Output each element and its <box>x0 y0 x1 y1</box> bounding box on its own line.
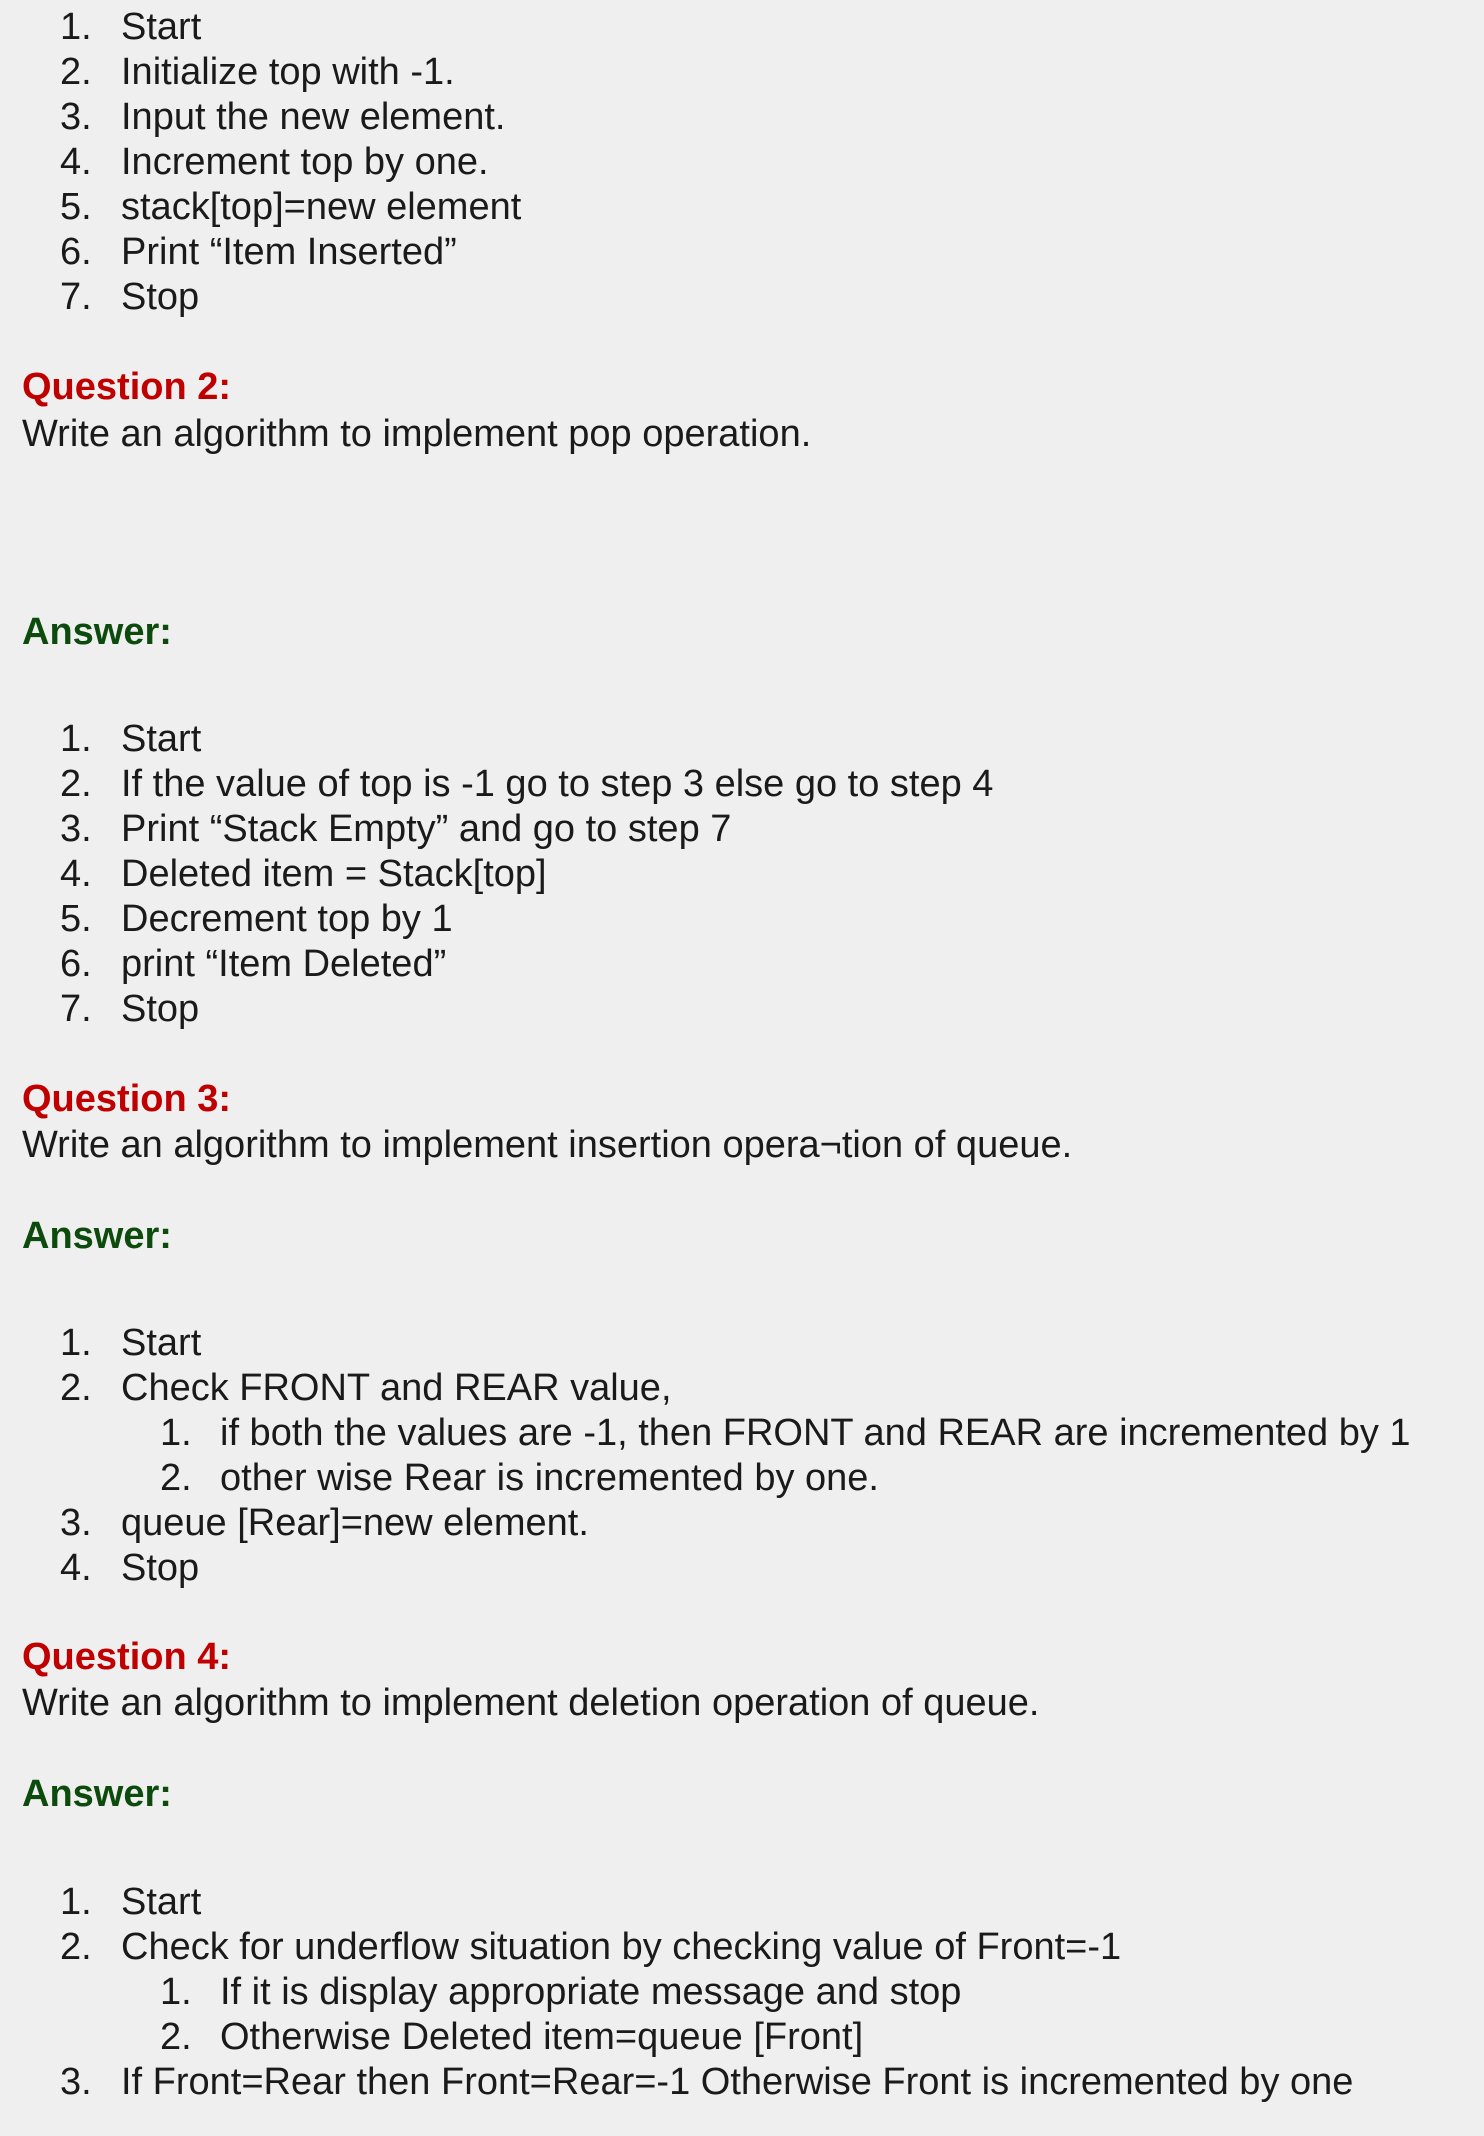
question-4-answer-label: Answer: <box>22 1773 172 1815</box>
list-item: 6. print “Item Deleted” <box>60 943 447 985</box>
document-page <box>22 0 1484 2136</box>
list-item: 2. Check for underflow situation by checking value of Front=-1 <box>60 1926 1122 1968</box>
list-item: 1. Start <box>60 718 202 760</box>
list-item: 4. Stop <box>60 1547 200 1589</box>
list-subitem: 1. If it is display appropriate message and stop <box>160 1971 962 2013</box>
question-3-heading: Question 3: <box>22 1078 232 1120</box>
list-item: 3. queue [Rear]=new element. <box>60 1502 589 1544</box>
queue-deletion-list <box>22 1880 1484 2105</box>
question-3-answer-label: Answer: <box>22 1215 172 1257</box>
list-item: 2. If the value of top is -1 go to step 3 else go to step 4 <box>60 763 994 805</box>
list-item: 7. Stop <box>60 988 200 1030</box>
push-algorithm-list <box>22 5 1484 320</box>
question-2-prompt: Write an algorithm to implement pop operation. <box>22 413 812 455</box>
queue-insertion-list <box>22 1321 1484 1591</box>
list-item: 2. Check FRONT and REAR value, <box>60 1367 672 1409</box>
list-item: 2. Initialize top with -1. <box>60 51 455 93</box>
question-2-answer-label: Answer: <box>22 611 172 653</box>
list-item: 1. Start <box>60 1881 202 1923</box>
list-item: 1. Start <box>60 1322 202 1364</box>
list-item: 1. Start <box>60 6 202 48</box>
list-subitem: 2. other wise Rear is incremented by one. <box>160 1457 879 1499</box>
list-item: 5. Decrement top by 1 <box>60 898 453 940</box>
list-subitem: 1. if both the values are -1, then FRONT and REAR are incremented by 1 <box>160 1412 1411 1454</box>
list-item: 3. Input the new element. <box>60 96 506 138</box>
question-4-heading: Question 4: <box>22 1636 232 1678</box>
list-item: 4. Increment top by one. <box>60 141 489 183</box>
question-4-prompt: Write an algorithm to implement deletion operation of queue. <box>22 1682 1040 1724</box>
list-item: 4. Deleted item = Stack[top] <box>60 853 547 895</box>
list-subitem: 2. Otherwise Deleted item=queue [Front] <box>160 2016 864 2058</box>
list-item: 7. Stop <box>60 276 200 318</box>
question-3-prompt: Write an algorithm to implement insertion opera¬tion of queue. <box>22 1124 1073 1166</box>
list-item: 3. If Front=Rear then Front=Rear=-1 Otherwise Front is incremented by one <box>60 2061 1354 2103</box>
pop-algorithm-list <box>22 717 1484 1032</box>
question-2-heading: Question 2: <box>22 366 232 408</box>
list-item: 6. Print “Item Inserted” <box>60 231 457 273</box>
list-item: 5. stack[top]=new element <box>60 186 522 228</box>
list-item: 3. Print “Stack Empty” and go to step 7 <box>60 808 732 850</box>
